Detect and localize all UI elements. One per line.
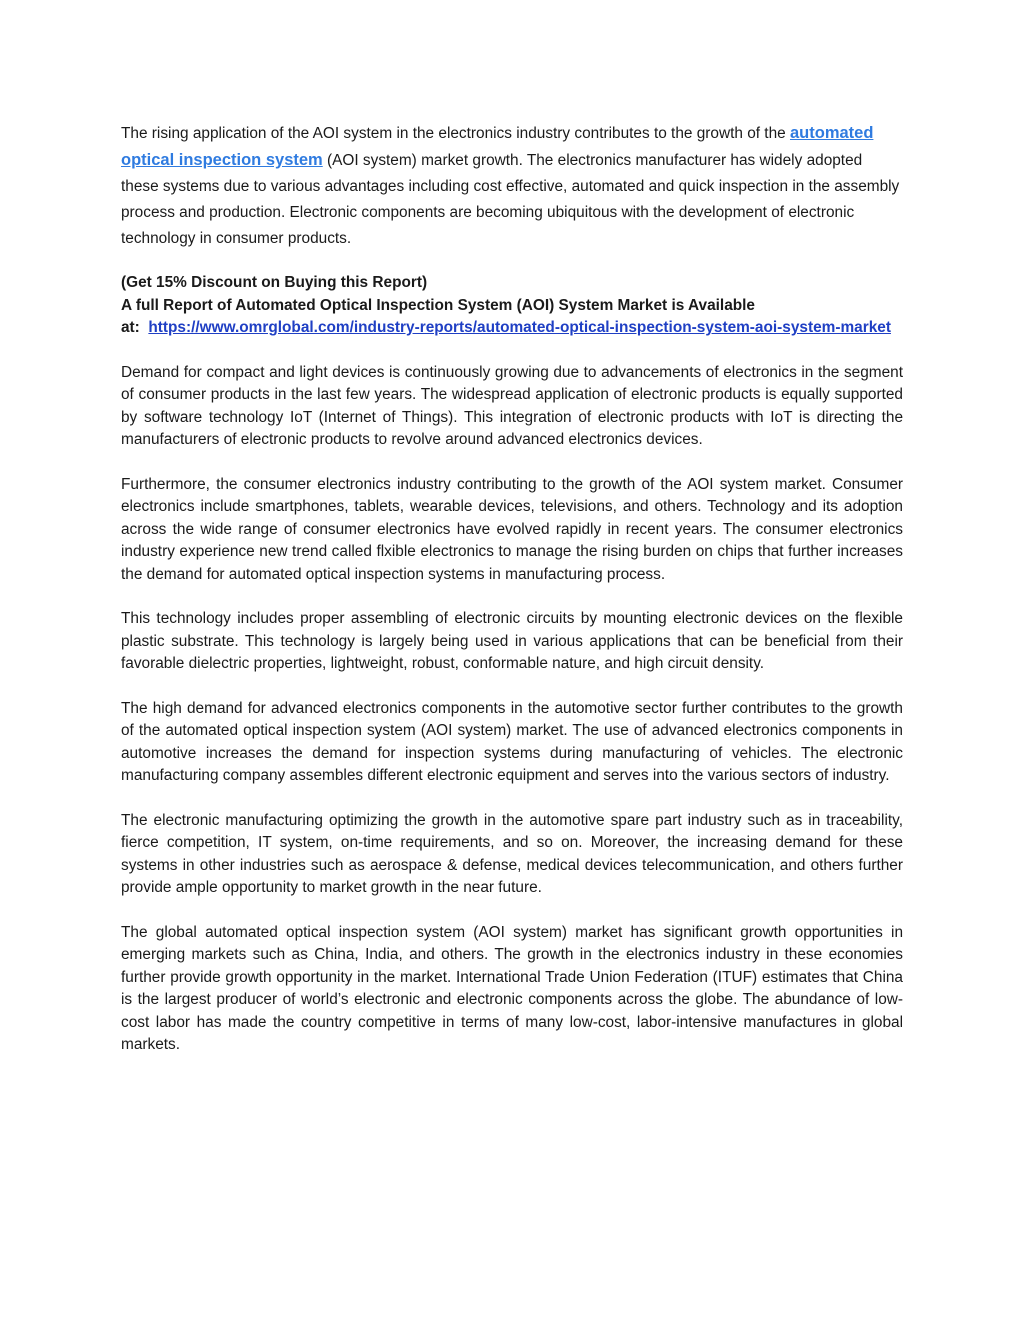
discount-line: (Get 15% Discount on Buying this Report) (121, 274, 428, 291)
paragraph-consumer-electronics: Furthermore, the consumer electronics industry contributing to the growth of the AOI system market. Consumer electronics include smartphones, tablets, wearable devices, televisions, and others. Technology and its adoption across the wide range of consumer electronics have evolved rapidly in recent years. The consumer electronics industry experience new trend called flxible electronics to manage the rising burden on chips that further increases the demand for automated optical inspection systems in manufacturing process. (121, 475, 903, 583)
paragraph-automotive: The high demand for advanced electronics components in the automotive sector further contributes to the growth of the automated optical inspection system (AOI system) market. The use of advanced electronics components in automotive increases the demand for inspection systems during manufacturing of vehicles. The electronic manufacturing company assembles different electronic equipment and serves into the various sectors of industry. (121, 699, 903, 784)
at-label: at: (121, 319, 140, 336)
intro-paragraph (121, 120, 903, 252)
paragraph-manufacturing: The electronic manufacturing optimizing the growth in the automotive spare part industry such as in traceability, fierce competition, IT system, on-time requirements, and so on. Moreover, the increasing demand for these systems in other industries such as aerospace & defense, medical devices telecommunication, and others further provide ample opportunity to market growth in the near future. (121, 811, 903, 896)
paragraph-flexible-technology: This technology includes proper assembling of electronic circuits by mounting electronic devices on the flexible plastic substrate. This technology is largely being used in various applications that can be beneficial from their favorable dielectric properties, lightweight, robust, conformable nature, and high circuit density. (121, 610, 903, 672)
document-page (121, 120, 903, 1057)
report-url-link[interactable]: https://www.omrglobal.com/industry-reports/automated-optical-inspection-system-aoi-system-market (148, 319, 891, 336)
paragraph-global-market: The global automated optical inspection system (AOI system) market has significant growth opportunities in emerging markets such as China, India, and others. The growth in the electronics industry in these economies further provide growth opportunity in the market. International Trade Union Federation (ITUF) estimates that China is the largest producer of world’s electronic and electronic components across the globe. The abundance of low-cost labor has made the country competitive in terms of many low-cost, labor-intensive manufactures in global markets. (121, 923, 903, 1053)
intro-text-before-link: The rising application of the AOI system in the electronics industry contributes to the growth of the (121, 125, 790, 142)
report-available-line: A full Report of Automated Optical Inspection System (AOI) System Market is Available (121, 296, 755, 314)
intro-text-after-link: (AOI system) market growth. The electronics manufacturer has widely adopted these systems due to various advantages including cost effective, automated and quick inspection in the assembly process and production. Electronic components are becoming ubiquitous with the development of electronic technology in consumer products. (121, 152, 900, 247)
aoi-system-link[interactable]: automated optical inspection system (121, 124, 874, 169)
report-promo (121, 272, 903, 340)
report-url-line (121, 317, 903, 340)
paragraph-demand: Demand for compact and light devices is continuously growing due to advancements of electronics in the segment of consumer products in the last few years. The widespread application of electronic products is equally supported by software technology IoT (Internet of Things). This integration of electronic products with IoT is directing the manufacturers of electronic products to revolve around advanced electronics devices. (121, 363, 903, 448)
